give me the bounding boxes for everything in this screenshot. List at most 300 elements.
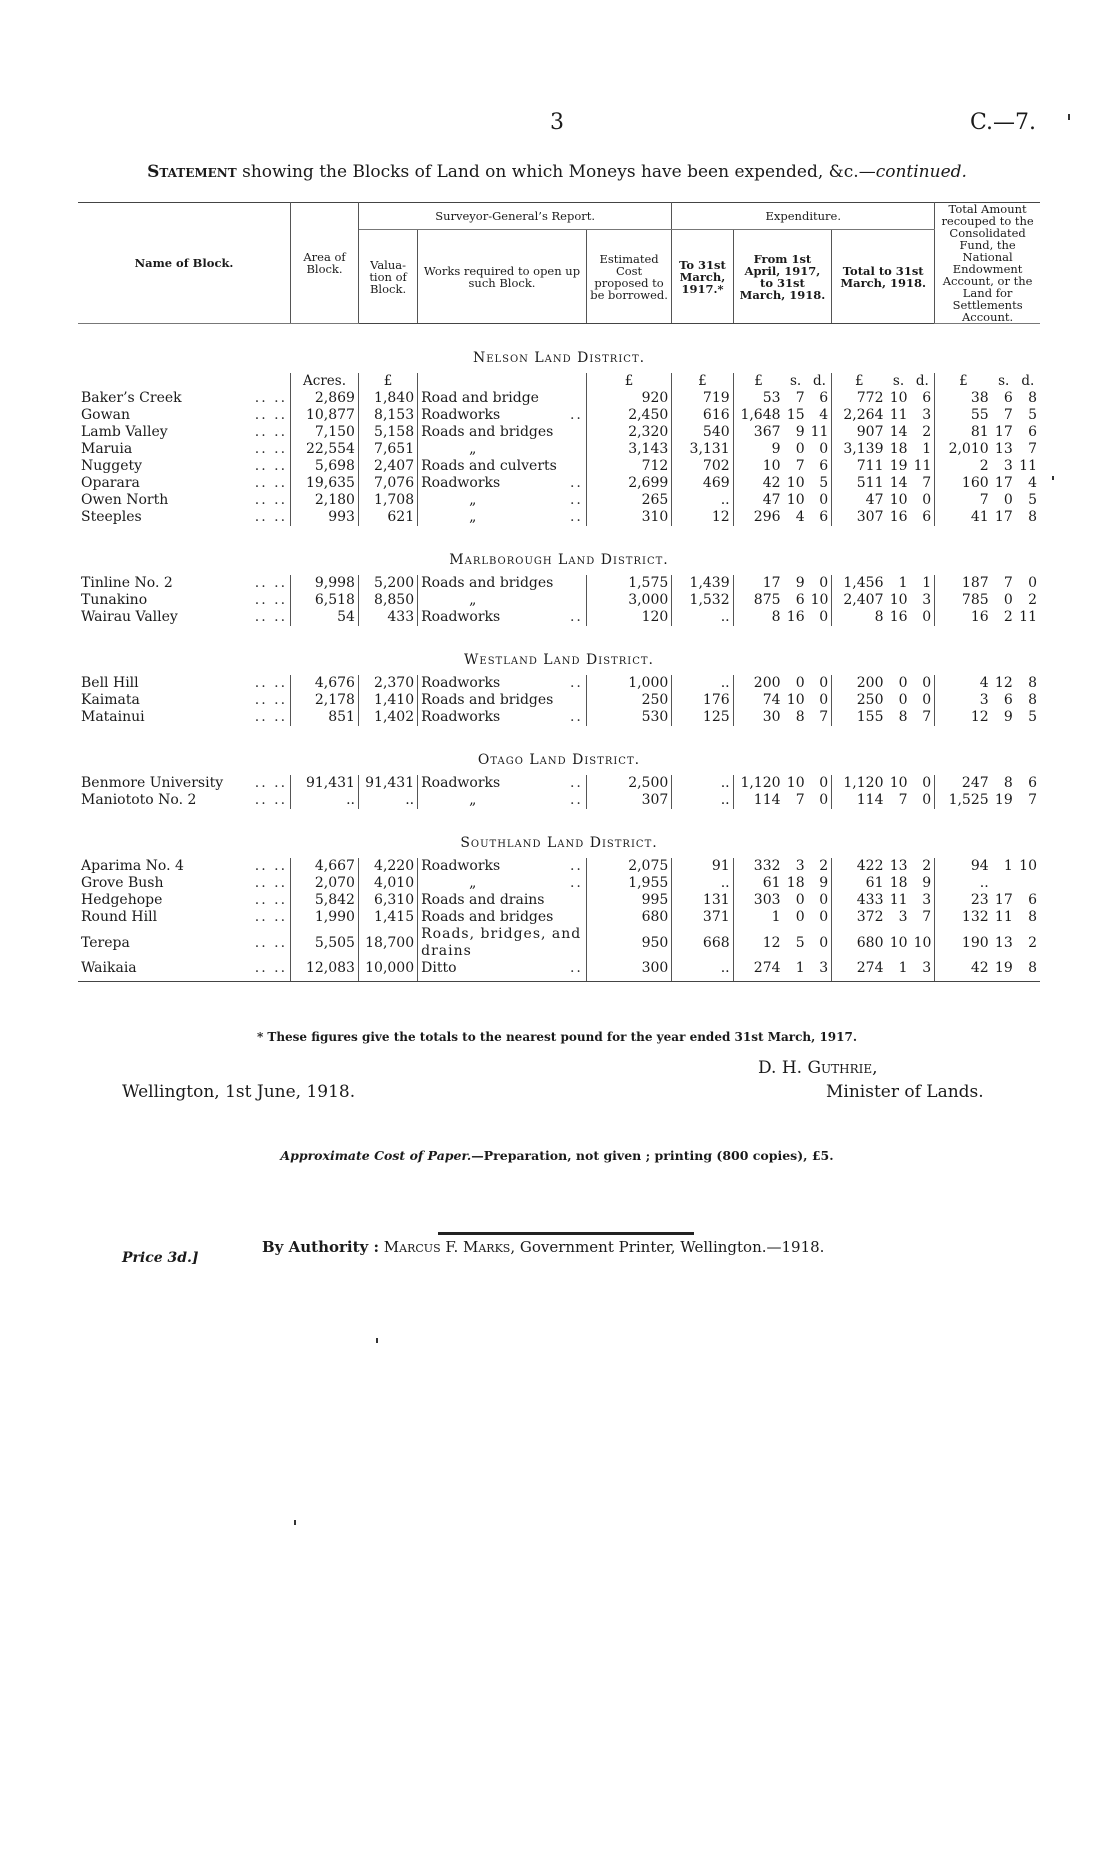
statement-body <box>78 324 1040 982</box>
works-cell <box>418 424 587 441</box>
valuation-cell: 1,410 <box>358 692 417 709</box>
works-text: Roads and bridges <box>421 424 554 440</box>
unit-from-d: d. <box>808 373 832 390</box>
recouped-shillings-cell: 3 <box>1003 458 1013 474</box>
page-title <box>0 162 1114 182</box>
works-text: Roads and bridges <box>421 575 554 591</box>
title-middle: showing the Blocks of Land on which Moneys have been expended, &c.— <box>236 162 876 182</box>
statement-table <box>78 202 1040 982</box>
valuation-cell: 7,076 <box>358 475 417 492</box>
valuation-cell: 1,708 <box>358 492 417 509</box>
from-shillings-cell: 4 <box>795 509 805 525</box>
to-1917-cell: .. <box>672 775 733 792</box>
total-pounds-cell: 155 <box>856 709 884 725</box>
recouped-pounds-cell: 160 <box>961 475 989 491</box>
block-name-text: Wairau Valley <box>81 609 178 625</box>
to-1917-cell: .. <box>672 675 733 692</box>
unit-to-1917: £ <box>672 373 733 390</box>
from-pounds-cell: 1 <box>771 909 781 925</box>
works-text: „ <box>469 592 477 608</box>
total-pounds-cell: 307 <box>856 509 884 525</box>
unit-total-d: d. <box>911 373 935 390</box>
works-cell <box>418 792 587 809</box>
recouped-pounds-cell: 94 <box>970 858 989 874</box>
from-pence-cell: 6 <box>808 458 832 475</box>
recouped-pounds-cell: 16 <box>970 609 989 625</box>
title-prefix: Statement <box>147 162 237 182</box>
total-shillings-cell: 10 <box>889 492 908 508</box>
recouped-pounds-cell: 2,010 <box>948 441 989 457</box>
total-pounds-cell: 8 <box>874 609 884 625</box>
block-name <box>78 475 291 492</box>
area-cell: 5,505 <box>291 926 359 960</box>
to-1917-cell: 125 <box>672 709 733 726</box>
block-name-text: Gowan <box>81 407 130 423</box>
block-name <box>78 441 291 458</box>
leader-dots: .. .. <box>254 675 288 691</box>
leader-dots: .. .. <box>254 592 288 608</box>
cost-cell: 995 <box>586 892 671 909</box>
area-cell: 9,998 <box>291 575 359 592</box>
total-pounds-cell: 47 <box>865 492 884 508</box>
works-leader-dots: .. <box>569 792 583 808</box>
works-text: „ <box>469 509 477 525</box>
recouped-shillings-cell: 6 <box>1003 692 1013 708</box>
total-pence-cell: 0 <box>911 775 935 792</box>
block-name <box>78 390 291 407</box>
leader-dots: .. .. <box>254 960 288 976</box>
recouped-pence-cell: 5 <box>1028 407 1037 423</box>
table-row <box>78 424 1040 441</box>
valuation-cell: 2,407 <box>358 458 417 475</box>
area-cell: 54 <box>291 609 359 626</box>
total-pounds-cell: 274 <box>832 960 887 982</box>
scan-speck <box>1052 476 1054 480</box>
block-name-text: Nuggety <box>81 458 143 474</box>
recouped-pence-cell: 6 <box>1028 424 1037 440</box>
block-name-text: Benmore University <box>81 775 224 791</box>
from-pounds-cell: 12 <box>762 934 781 951</box>
from-shillings-cell: 10 <box>786 492 805 508</box>
district-heading: Nelson Land District. <box>472 350 646 366</box>
district-heading: Otago Land District. <box>477 752 641 768</box>
valuation-cell: 7,651 <box>358 441 417 458</box>
total-shillings-cell: 0 <box>898 692 908 708</box>
total-shillings-cell: 16 <box>889 609 908 625</box>
total-pence-cell: 0 <box>911 609 935 626</box>
scan-speck <box>1068 114 1070 120</box>
total-pence-cell: 11 <box>911 458 935 475</box>
cost-cell: 1,575 <box>586 575 671 592</box>
cost-cell: 250 <box>586 692 671 709</box>
total-shillings-cell: 13 <box>889 858 908 874</box>
cost-cell: 310 <box>586 509 671 526</box>
area-cell: 1,990 <box>291 909 359 926</box>
works-leader-dots: .. <box>569 407 583 423</box>
unit-total-s: s. <box>892 373 905 389</box>
block-name <box>78 892 291 909</box>
leader-dots: .. .. <box>254 709 288 725</box>
block-name <box>78 407 291 424</box>
cost-cell: 120 <box>586 609 671 626</box>
from-shillings-cell: 5 <box>795 934 805 951</box>
works-text: Roadworks <box>421 475 501 491</box>
from-shillings-cell: 7 <box>795 458 805 474</box>
recouped-shillings-cell: 13 <box>994 934 1013 951</box>
area-cell: 2,178 <box>291 692 359 709</box>
cost-cell: 680 <box>586 909 671 926</box>
works-cell <box>418 441 587 458</box>
from-pence-cell: 0 <box>808 792 832 809</box>
series-code: C.—7. <box>969 110 1036 135</box>
header-to-1917: To 31st March, 1917.* <box>672 230 733 324</box>
recouped-shillings-cell: 8 <box>1003 775 1013 791</box>
block-name-text: Steeples <box>81 509 142 525</box>
works-cell <box>418 390 587 407</box>
from-pounds-cell: 200 <box>753 675 781 691</box>
from-pounds-cell: 296 <box>753 509 781 525</box>
unit-works <box>418 373 587 390</box>
from-pounds-cell: 8 <box>771 609 781 625</box>
valuation-cell: .. <box>358 792 417 809</box>
recouped-pence-cell: 8 <box>1028 909 1037 925</box>
from-shillings-cell: 10 <box>786 775 805 791</box>
table-row <box>78 575 1040 592</box>
recouped-pence-cell: 5 <box>1028 492 1037 508</box>
total-shillings-cell: 14 <box>889 475 908 491</box>
cost-cell: 1,955 <box>586 875 671 892</box>
total-shillings-cell: 7 <box>898 792 908 808</box>
block-name-text: Grove Bush <box>81 875 164 891</box>
table-row <box>78 609 1040 626</box>
valuation-cell: 1,840 <box>358 390 417 407</box>
from-shillings-cell: 9 <box>795 575 805 591</box>
total-shillings-cell: 11 <box>889 407 908 423</box>
units-row <box>78 373 1040 390</box>
table-row <box>78 509 1040 526</box>
leader-dots: .. .. <box>254 692 288 708</box>
total-pence-cell: 10 <box>911 926 935 960</box>
block-name <box>78 575 291 592</box>
from-pounds-cell: 53 <box>762 390 781 406</box>
recouped-pence-cell: 8 <box>1028 675 1037 691</box>
cost-cell: 2,699 <box>586 475 671 492</box>
from-pence-cell: 6 <box>808 390 832 407</box>
from-pounds-cell: 61 <box>762 875 781 891</box>
cost-cell: 2,320 <box>586 424 671 441</box>
works-cell <box>418 909 587 926</box>
from-pence-cell: 0 <box>808 775 832 792</box>
unit-recouped-d: d. <box>1021 373 1035 389</box>
total-pounds-cell: 511 <box>856 475 884 491</box>
total-shillings-cell: 10 <box>889 390 908 406</box>
to-1917-cell: 176 <box>672 692 733 709</box>
recouped-shillings-cell: 19 <box>992 960 1016 982</box>
total-pence-cell: 9 <box>911 875 935 892</box>
total-shillings-cell: 19 <box>889 458 908 474</box>
valuation-cell: 18,700 <box>358 926 417 960</box>
block-name <box>78 875 291 892</box>
recouped-pence-cell: 8 <box>1028 509 1037 525</box>
works-cell <box>418 858 587 875</box>
from-shillings-cell: 0 <box>795 892 805 908</box>
total-shillings-cell: 3 <box>898 909 908 925</box>
recouped-pounds-cell: 42 <box>935 960 992 982</box>
from-shillings-cell: 7 <box>795 390 805 406</box>
works-leader-dots: .. <box>569 858 583 874</box>
district-heading-row <box>78 324 1040 374</box>
block-name <box>78 775 291 792</box>
header-surveyor-general: Surveyor-General’s Report. <box>358 203 671 230</box>
to-1917-cell: 616 <box>672 407 733 424</box>
area-cell: 6,518 <box>291 592 359 609</box>
from-pence-cell: 11 <box>808 424 832 441</box>
block-name <box>78 492 291 509</box>
block-name <box>78 926 291 960</box>
to-1917-cell: 540 <box>672 424 733 441</box>
leader-dots: .. .. <box>254 775 288 791</box>
works-text: „ <box>469 792 477 808</box>
block-name-text: Tinline No. 2 <box>81 575 173 591</box>
to-1917-cell: 1,532 <box>672 592 733 609</box>
works-text: Roads, bridges, and drains <box>421 926 582 959</box>
cost-cell: 2,075 <box>586 858 671 875</box>
total-pence-cell: 0 <box>911 492 935 509</box>
valuation-cell: 8,850 <box>358 592 417 609</box>
works-text: „ <box>469 875 477 891</box>
cost-text: —Preparation, not given ; printing (800 copies), £5. <box>471 1148 834 1163</box>
works-text: Roads and culverts <box>421 458 557 474</box>
total-shillings-cell: 18 <box>889 441 908 457</box>
recouped-pounds-cell: 187 <box>961 575 989 591</box>
block-name-text: Round Hill <box>81 909 158 925</box>
recouped-pounds-cell: 7 <box>979 492 989 508</box>
header-works: Works required to open up such Block. <box>418 230 587 324</box>
recouped-shillings-cell: 13 <box>994 441 1013 457</box>
header-valuation: Valua-tion of Block. <box>358 230 417 324</box>
total-pounds-cell: 422 <box>856 858 884 874</box>
leader-dots: .. .. <box>254 407 288 423</box>
block-name-text: Tunakino <box>81 592 148 608</box>
to-1917-cell: 469 <box>672 475 733 492</box>
from-pence-cell: 0 <box>808 492 832 509</box>
district-heading-row <box>78 526 1040 575</box>
printer-rule <box>438 1232 694 1235</box>
recouped-shillings-cell: 12 <box>994 675 1013 691</box>
leader-dots: .. .. <box>254 458 288 474</box>
recouped-pence-cell: 6 <box>1028 892 1037 908</box>
from-shillings-cell: 1 <box>784 960 808 982</box>
block-name-text: Waikaia <box>81 960 137 976</box>
table-row <box>78 390 1040 407</box>
cost-cell: 530 <box>586 709 671 726</box>
valuation-cell: 4,010 <box>358 875 417 892</box>
total-pounds-cell: 372 <box>856 909 884 925</box>
recouped-pounds-cell: 55 <box>970 407 989 423</box>
area-cell: 5,842 <box>291 892 359 909</box>
to-1917-cell: 91 <box>672 858 733 875</box>
works-leader-dots: .. <box>569 875 583 891</box>
works-leader-dots: .. <box>569 475 583 491</box>
from-pounds-cell: 47 <box>762 492 781 508</box>
total-pence-cell: 3 <box>911 960 935 982</box>
valuation-cell: 91,431 <box>358 775 417 792</box>
to-1917-cell: 702 <box>672 458 733 475</box>
district-heading: Westland Land District. <box>464 652 654 668</box>
header-name: Name of Block. <box>78 203 291 324</box>
total-pence-cell: 3 <box>911 407 935 424</box>
total-pence-cell: 2 <box>911 424 935 441</box>
block-name-text: Matainui <box>81 709 145 725</box>
table-row <box>78 458 1040 475</box>
to-1917-cell: 1,439 <box>672 575 733 592</box>
table-row <box>78 592 1040 609</box>
total-pence-cell: 0 <box>911 675 935 692</box>
from-pounds-cell: 9 <box>771 441 781 457</box>
from-shillings-cell: 0 <box>795 675 805 691</box>
works-cell <box>418 960 587 982</box>
from-pence-cell: 0 <box>808 909 832 926</box>
from-shillings-cell: 8 <box>795 709 805 725</box>
page-number: 3 <box>550 110 564 135</box>
to-1917-cell: .. <box>672 792 733 809</box>
block-name-text: Maniototo No. 2 <box>81 792 197 808</box>
authority-by: By Authority : <box>262 1238 380 1256</box>
area-cell: 10,877 <box>291 407 359 424</box>
to-1917-cell: 668 <box>672 926 733 960</box>
recouped-pence-cell: 11 <box>1019 458 1037 474</box>
cost-cell: 2,450 <box>586 407 671 424</box>
authority-line <box>262 1238 824 1256</box>
from-shillings-cell: 18 <box>786 875 805 891</box>
total-pounds-cell: 200 <box>856 675 884 691</box>
from-pounds-cell: 1,120 <box>740 775 781 791</box>
block-name-text: Maruia <box>81 441 133 457</box>
from-pounds-cell: 10 <box>762 458 781 474</box>
to-1917-cell: 3,131 <box>672 441 733 458</box>
total-pence-cell: 3 <box>911 592 935 609</box>
total-pence-cell: 7 <box>911 475 935 492</box>
total-pounds-cell: 1,120 <box>843 775 884 791</box>
recouped-pence-cell: 4 <box>1028 475 1037 491</box>
from-pounds-cell: 17 <box>762 575 781 591</box>
table-row <box>78 858 1040 875</box>
recouped-pounds-cell: 41 <box>970 509 989 525</box>
from-shillings-cell: 10 <box>786 475 805 491</box>
total-pence-cell: 3 <box>911 892 935 909</box>
from-pounds-cell: 114 <box>753 792 781 808</box>
district-heading-row <box>78 809 1040 858</box>
table-row <box>78 675 1040 692</box>
unit-from-pound: £ <box>754 373 763 389</box>
valuation-cell: 621 <box>358 509 417 526</box>
valuation-cell: 5,200 <box>358 575 417 592</box>
recouped-pounds-cell: 4 <box>979 675 989 691</box>
area-cell: 4,667 <box>291 858 359 875</box>
leader-dots: .. .. <box>254 875 288 891</box>
recouped-pounds-cell: 132 <box>961 909 989 925</box>
total-shillings-cell: 16 <box>889 509 908 525</box>
area-cell: 4,676 <box>291 675 359 692</box>
area-cell: .. <box>291 792 359 809</box>
works-text: „ <box>469 441 477 457</box>
recouped-pounds-cell: 38 <box>970 390 989 406</box>
cost-cell: 265 <box>586 492 671 509</box>
from-pence-cell: 0 <box>808 675 832 692</box>
from-pounds-cell: 1,648 <box>740 407 781 423</box>
works-leader-dots: .. <box>569 960 583 976</box>
table-row <box>78 875 1040 892</box>
works-cell <box>418 458 587 475</box>
district-heading-row <box>78 626 1040 675</box>
table-row <box>78 492 1040 509</box>
works-cell <box>418 775 587 792</box>
works-cell <box>418 926 587 960</box>
works-leader-dots: .. <box>569 775 583 791</box>
table-row <box>78 709 1040 726</box>
recouped-pounds-cell: 23 <box>970 892 989 908</box>
from-shillings-cell: 0 <box>795 909 805 925</box>
table-row <box>78 441 1040 458</box>
from-shillings-cell: 0 <box>795 441 805 457</box>
to-1917-cell: 131 <box>672 892 733 909</box>
recouped-pence-cell: 2 <box>1028 592 1037 608</box>
area-cell: 12,083 <box>291 960 359 982</box>
from-pence-cell: 7 <box>808 709 832 726</box>
from-pounds-cell: 30 <box>762 709 781 725</box>
total-pounds-cell: 772 <box>856 390 884 406</box>
from-pence-cell: 0 <box>808 575 832 592</box>
recouped-shillings-cell: 17 <box>994 892 1013 908</box>
from-pounds-cell: 274 <box>733 960 783 982</box>
recouped-pence-cell: 7 <box>1028 441 1037 457</box>
block-name <box>78 675 291 692</box>
header-cost: Estimated Cost proposed to be borrowed. <box>586 230 671 324</box>
minister-title: Minister of Lands. <box>826 1082 984 1102</box>
area-cell: 7,150 <box>291 424 359 441</box>
from-pounds-cell: 875 <box>753 592 781 608</box>
works-text: Ditto <box>421 960 457 976</box>
unit-cost: £ <box>586 373 671 390</box>
valuation-cell: 5,158 <box>358 424 417 441</box>
table-row <box>78 692 1040 709</box>
leader-dots: .. .. <box>254 858 288 874</box>
from-pence-cell: 10 <box>808 592 832 609</box>
total-pence-cell: 1 <box>911 441 935 458</box>
block-name-text: Owen North <box>81 492 169 508</box>
area-cell: 851 <box>291 709 359 726</box>
from-shillings-cell: 10 <box>786 692 805 708</box>
total-pounds-cell: 1,456 <box>843 575 884 591</box>
works-text: Roadworks <box>421 407 501 423</box>
block-name-text: Oparara <box>81 475 140 491</box>
works-cell <box>418 592 587 609</box>
block-name <box>78 960 291 982</box>
block-name <box>78 424 291 441</box>
area-cell: 2,869 <box>291 390 359 407</box>
cost-cell: 1,000 <box>586 675 671 692</box>
recouped-pounds-cell: 3 <box>979 692 989 708</box>
leader-dots: .. .. <box>254 792 288 808</box>
table-row <box>78 926 1040 960</box>
unit-valuation: £ <box>358 373 417 390</box>
total-pounds-cell: 680 <box>856 934 884 951</box>
works-cell <box>418 575 587 592</box>
total-pounds-cell: 114 <box>856 792 884 808</box>
valuation-cell: 2,370 <box>358 675 417 692</box>
recouped-shillings-cell: 17 <box>994 509 1013 525</box>
price: Price 3d.] <box>122 1250 199 1266</box>
